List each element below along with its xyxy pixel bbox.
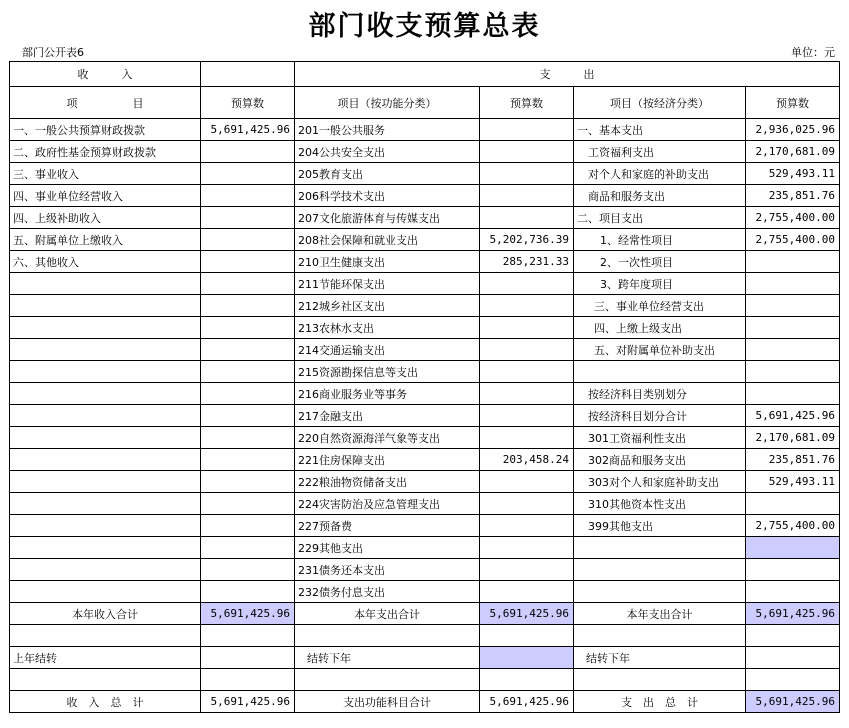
- func-item-cell: 222粮油物资储备支出: [295, 471, 480, 493]
- table-row: [10, 493, 840, 515]
- income-item-cell: [10, 471, 201, 493]
- econ-item-cell: 3、跨年度项目: [574, 273, 746, 295]
- econ-item-cell: 三、事业单位经营支出: [574, 295, 746, 317]
- table-row: [10, 383, 840, 405]
- econ-budget-cell: [746, 493, 840, 515]
- econ-budget-cell: [746, 383, 840, 405]
- table-row: [10, 207, 840, 229]
- econ-item-cell: [574, 559, 746, 581]
- func-budget-cell: [480, 339, 574, 361]
- form-id-label: 部门公开表6: [22, 46, 84, 59]
- table-row: [10, 295, 840, 317]
- income-budget-cell: [201, 449, 295, 471]
- grand-income-label: 收 入 总 计: [10, 691, 201, 713]
- blank-cell: [480, 669, 574, 691]
- income-header-blank: [201, 62, 295, 87]
- func-item-cell: 210卫生健康支出: [295, 251, 480, 273]
- econ-budget-cell: [746, 339, 840, 361]
- income-item-cell: 四、上级补助收入: [10, 207, 201, 229]
- func-budget-cell: [480, 383, 574, 405]
- income-item-cell: [10, 515, 201, 537]
- table-row: [10, 185, 840, 207]
- econ-budget-cell: 235,851.76: [746, 449, 840, 471]
- func-item-cell: 206科学技术支出: [295, 185, 480, 207]
- income-item-cell: [10, 383, 201, 405]
- income-budget-cell: [201, 141, 295, 163]
- econ-item-cell: 五、对附属单位补助支出: [574, 339, 746, 361]
- econ-item-cell: 对个人和家庭的补助支出: [574, 163, 746, 185]
- func-budget-cell: [480, 427, 574, 449]
- income-item-cell: [10, 581, 201, 603]
- econ-budget-cell: 529,493.11: [746, 471, 840, 493]
- income-budget-cell: [201, 229, 295, 251]
- func-budget-cell: [480, 273, 574, 295]
- econ-budget-cell: [746, 251, 840, 273]
- income-budget-cell: [201, 339, 295, 361]
- econ-budget-cell: 2,755,400.00: [746, 515, 840, 537]
- econ-item-cell: 1、经常性项目: [574, 229, 746, 251]
- income-item-cell: 六、其他收入: [10, 251, 201, 273]
- blank-cell: [295, 625, 480, 647]
- econ-item-cell: 302商品和服务支出: [574, 449, 746, 471]
- econ-budget-cell: [746, 361, 840, 383]
- income-item-cell: [10, 361, 201, 383]
- func-total-value: 5,691,425.96: [480, 603, 574, 625]
- item-header: 项 目: [10, 87, 201, 119]
- blank-cell: [746, 625, 840, 647]
- income-budget-cell: [201, 317, 295, 339]
- unit-label: 单位：元: [791, 46, 835, 59]
- income-total-value: 5,691,425.96: [201, 603, 295, 625]
- econ-budget-cell: 235,851.76: [746, 185, 840, 207]
- income-budget-cell: [201, 361, 295, 383]
- func-budget-cell: [480, 515, 574, 537]
- income-item-cell: [10, 295, 201, 317]
- budget-table: [9, 61, 840, 713]
- econ-item-cell: 商品和服务支出: [574, 185, 746, 207]
- econ-item-cell: 2、一次性项目: [574, 251, 746, 273]
- next-carry-label-econ: 结转下年: [574, 647, 746, 669]
- grand-income-value: 5,691,425.96: [201, 691, 295, 713]
- func-item-cell: 201一般公共服务: [295, 119, 480, 141]
- grand-func-value: 5,691,425.96: [480, 691, 574, 713]
- grand-econ-value: 5,691,425.96: [746, 691, 840, 713]
- page-title: 部门收支预算总表: [308, 11, 541, 42]
- blank-cell: [480, 625, 574, 647]
- table-row: [10, 229, 840, 251]
- blank-cell: [201, 669, 295, 691]
- income-budget-cell: [201, 405, 295, 427]
- func-budget-cell: [480, 163, 574, 185]
- econ-item-cell: 301工资福利性支出: [574, 427, 746, 449]
- income-item-cell: [10, 493, 201, 515]
- income-budget-cell: [201, 559, 295, 581]
- econ-item-cell: 四、上缴上级支出: [574, 317, 746, 339]
- table-row: [10, 141, 840, 163]
- econ-item-cell: [574, 361, 746, 383]
- econ-budget-cell: 5,691,425.96: [746, 405, 840, 427]
- table-row: [10, 471, 840, 493]
- prev-carry-label: 上年结转: [10, 647, 201, 669]
- next-carry-value-func: [480, 647, 574, 669]
- table-row: [10, 515, 840, 537]
- func-budget-cell: [480, 141, 574, 163]
- econ-item-cell: 工资福利支出: [574, 141, 746, 163]
- income-budget-cell: [201, 383, 295, 405]
- table-row: [10, 251, 840, 273]
- income-item-cell: [10, 559, 201, 581]
- econ-budget-cell: [746, 317, 840, 339]
- budget-header-income: 预算数: [201, 87, 295, 119]
- blank-cell: [746, 669, 840, 691]
- econ-budget-cell: 529,493.11: [746, 163, 840, 185]
- income-budget-cell: [201, 207, 295, 229]
- econ-item-cell: 二、项目支出: [574, 207, 746, 229]
- econ-item-cell: [574, 581, 746, 603]
- func-item-cell: 217金融支出: [295, 405, 480, 427]
- func-item-cell: 220自然资源海洋气象等支出: [295, 427, 480, 449]
- func-budget-cell: [480, 207, 574, 229]
- blank-cell: [295, 669, 480, 691]
- econ-budget-cell: 2,755,400.00: [746, 207, 840, 229]
- func-item-cell: 212城乡社区支出: [295, 295, 480, 317]
- income-item-cell: [10, 405, 201, 427]
- econ-item-cell: 一、基本支出: [574, 119, 746, 141]
- income-budget-cell: [201, 273, 295, 295]
- econ-item-cell: [574, 537, 746, 559]
- table-row: [10, 339, 840, 361]
- econ-item-cell: 按经济科目类别划分: [574, 383, 746, 405]
- econ-item-header: 项目（按经济分类）: [574, 87, 746, 119]
- econ-budget-cell: 2,170,681.09: [746, 427, 840, 449]
- grand-func-label: 支出功能科目合计: [295, 691, 480, 713]
- income-budget-cell: [201, 295, 295, 317]
- income-total-label: 本年收入合计: [10, 603, 201, 625]
- func-item-cell: 227预备费: [295, 515, 480, 537]
- func-item-cell: 221住房保障支出: [295, 449, 480, 471]
- income-budget-cell: [201, 163, 295, 185]
- blank-cell: [10, 669, 201, 691]
- income-item-cell: [10, 449, 201, 471]
- prev-carry-value: [201, 647, 295, 669]
- income-item-cell: 五、附属单位上缴收入: [10, 229, 201, 251]
- func-budget-cell: 5,202,736.39: [480, 229, 574, 251]
- func-budget-cell: [480, 493, 574, 515]
- income-item-cell: 三、事业收入: [10, 163, 201, 185]
- func-item-cell: 205教育支出: [295, 163, 480, 185]
- expense-header: 支 出: [295, 62, 840, 87]
- income-budget-cell: [201, 515, 295, 537]
- econ-budget-cell: [746, 559, 840, 581]
- income-budget-cell: [201, 427, 295, 449]
- func-item-cell: 204公共安全支出: [295, 141, 480, 163]
- income-budget-cell: [201, 493, 295, 515]
- table-row: [10, 537, 840, 559]
- income-budget-cell: 5,691,425.96: [201, 119, 295, 141]
- econ-budget-cell: 2,755,400.00: [746, 229, 840, 251]
- func-budget-cell: [480, 537, 574, 559]
- econ-budget-cell: [746, 273, 840, 295]
- func-budget-cell: [480, 471, 574, 493]
- income-budget-cell: [201, 581, 295, 603]
- next-carry-value-econ: [746, 647, 840, 669]
- func-budget-cell: [480, 317, 574, 339]
- func-budget-cell: [480, 119, 574, 141]
- table-row: [10, 273, 840, 295]
- func-budget-cell: [480, 581, 574, 603]
- income-item-cell: [10, 317, 201, 339]
- budget-header-func: 预算数: [480, 87, 574, 119]
- table-row: [10, 361, 840, 383]
- budget-header-econ: 预算数: [746, 87, 840, 119]
- func-budget-cell: [480, 185, 574, 207]
- table-row: [10, 581, 840, 603]
- table-row: [10, 405, 840, 427]
- func-item-cell: 229其他支出: [295, 537, 480, 559]
- income-budget-cell: [201, 251, 295, 273]
- econ-total-label: 本年支出合计: [574, 603, 746, 625]
- econ-budget-cell: 2,936,025.96: [746, 119, 840, 141]
- blank-cell: [10, 625, 201, 647]
- func-item-cell: 231债务还本支出: [295, 559, 480, 581]
- table-row: [10, 449, 840, 471]
- func-budget-cell: [480, 405, 574, 427]
- blank-cell: [201, 625, 295, 647]
- func-budget-cell: 285,231.33: [480, 251, 574, 273]
- income-budget-cell: [201, 537, 295, 559]
- income-item-cell: [10, 537, 201, 559]
- func-total-label: 本年支出合计: [295, 603, 480, 625]
- econ-total-value: 5,691,425.96: [746, 603, 840, 625]
- func-item-cell: 211节能环保支出: [295, 273, 480, 295]
- econ-budget-cell: [746, 295, 840, 317]
- econ-item-cell: 399其他支出: [574, 515, 746, 537]
- econ-budget-cell: 2,170,681.09: [746, 141, 840, 163]
- econ-item-cell: 按经济科目划分合计: [574, 405, 746, 427]
- table-row: [10, 317, 840, 339]
- func-item-cell: 215资源勘探信息等支出: [295, 361, 480, 383]
- func-item-cell: 224灾害防治及应急管理支出: [295, 493, 480, 515]
- func-item-cell: 232债务付息支出: [295, 581, 480, 603]
- income-item-cell: 四、事业单位经营收入: [10, 185, 201, 207]
- func-item-cell: 214交通运输支出: [295, 339, 480, 361]
- econ-budget-cell: [746, 581, 840, 603]
- econ-budget-cell: [746, 537, 840, 559]
- func-item-cell: 207文化旅游体育与传媒支出: [295, 207, 480, 229]
- func-budget-cell: [480, 559, 574, 581]
- income-item-cell: [10, 339, 201, 361]
- income-item-cell: 二、政府性基金预算财政拨款: [10, 141, 201, 163]
- func-budget-cell: [480, 295, 574, 317]
- income-budget-cell: [201, 185, 295, 207]
- income-budget-cell: [201, 471, 295, 493]
- table-row: [10, 559, 840, 581]
- income-header: 收 入: [10, 62, 201, 87]
- func-item-cell: 213农林水支出: [295, 317, 480, 339]
- table-row: [10, 163, 840, 185]
- func-item-cell: 208社会保障和就业支出: [295, 229, 480, 251]
- econ-item-cell: 310其他资本性支出: [574, 493, 746, 515]
- func-budget-cell: [480, 361, 574, 383]
- econ-item-cell: 303对个人和家庭补助支出: [574, 471, 746, 493]
- table-row: [10, 119, 840, 141]
- next-carry-label-func: 结转下年: [295, 647, 480, 669]
- blank-cell: [574, 625, 746, 647]
- grand-econ-label: 支 出 总 计: [574, 691, 746, 713]
- func-item-header: 项目（按功能分类）: [295, 87, 480, 119]
- income-item-cell: [10, 273, 201, 295]
- blank-cell: [574, 669, 746, 691]
- func-item-cell: 216商业服务业等事务: [295, 383, 480, 405]
- income-item-cell: 一、一般公共预算财政拨款: [10, 119, 201, 141]
- income-item-cell: [10, 427, 201, 449]
- func-budget-cell: 203,458.24: [480, 449, 574, 471]
- table-row: [10, 427, 840, 449]
